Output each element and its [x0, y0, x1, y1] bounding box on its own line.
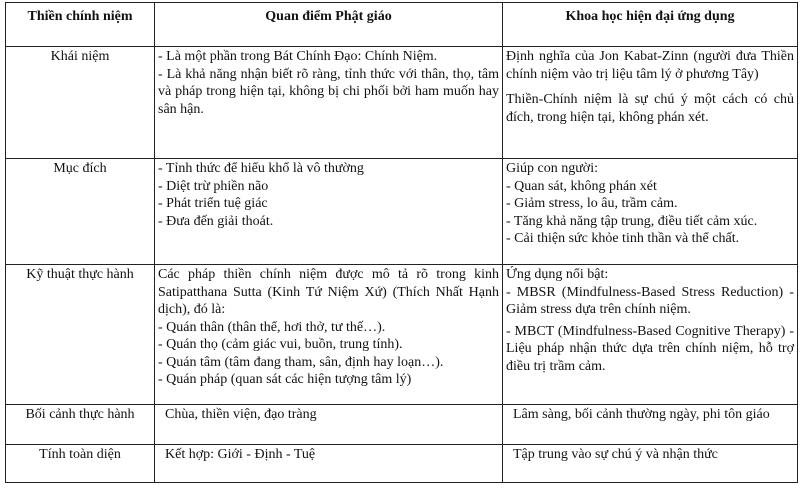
buddhist-cell: [155, 47, 503, 159]
cell-line: - Là khả năng nhận biết rõ ràng, tỉnh thức với thân, thọ, tâm và pháp trong hiện tại, không bị chi phối bởi ham muốn hay sân hận.: [158, 66, 499, 117]
cell-line: Kết hợp: Giới - Định - Tuệ: [158, 447, 316, 462]
cell-line: Chùa, thiền viện, đạo tràng: [158, 407, 317, 422]
table-header-row: [6, 3, 798, 47]
row-label: Mục đích: [6, 159, 155, 265]
cell-line: Giúp con người:: [506, 161, 598, 176]
cell-line: Thiền-Chính niệm là sự chú ý một cách có chủ đích, trong hiện tại, không phán xét.: [506, 92, 794, 125]
science-cell: [503, 159, 798, 265]
buddhist-cell: [155, 265, 503, 405]
cell-line: - Quan sát, không phán xét: [506, 178, 657, 194]
cell-line: Định nghĩa của Jon Kabat-Zinn (người đưa Thiền chính niệm vào trị liệu tâm lý ở phương Tây): [506, 49, 794, 82]
table-row: [6, 47, 798, 159]
cell-line: - Quán thân (thân thể, hơi thở, tư thế…).: [158, 319, 386, 335]
header-buddhist-view: Quan điểm Phật giáo: [155, 3, 503, 47]
science-cell: [503, 405, 798, 445]
buddhist-cell: [155, 445, 503, 483]
cell-line: - Giảm stress, lo âu, trầm cảm.: [506, 196, 678, 211]
cell-line: - Tăng khả năng tập trung, điều tiết cảm xúc.: [506, 213, 758, 229]
cell-line: - MBCT (Mindfulness-Based Cognitive Therapy) - Liệu pháp nhận thức dựa trên chính niệm, hỗ trợ điều trị trầm cảm.: [506, 323, 794, 374]
table-row: [6, 265, 798, 405]
cell-line: - Là một phần trong Bát Chính Đạo: Chính Niệm.: [158, 49, 438, 64]
row-label: Bối cảnh thực hành: [6, 405, 155, 445]
science-cell: [503, 445, 798, 483]
table-row: [6, 405, 798, 445]
cell-line: - Tỉnh thức để hiểu khổ là vô thường: [158, 161, 364, 176]
cell-line: - Quán tâm (tâm đang tham, sân, định hay loạn…).: [158, 354, 444, 370]
comparison-table: [5, 2, 798, 483]
row-label: Khái niệm: [6, 47, 155, 159]
cell-line: Các pháp thiền chính niệm được mô tả rõ trong kinh Satipatthana Sutta (Kinh Tứ Niệm Xứ) (Thích Nhất Hạnh dịch), đó là:: [158, 267, 499, 317]
table-row: [6, 445, 798, 483]
cell-line: - MBSR (Mindfulness-Based Stress Reduction) - Giảm stress dựa trên chính niệm.: [506, 284, 794, 317]
buddhist-cell: [155, 159, 503, 265]
cell-line: - Quán thọ (cảm giác vui, buồn, trung tính).: [158, 337, 403, 352]
science-cell: [503, 265, 798, 405]
cell-line: Ứng dụng nổi bật:: [506, 267, 609, 282]
cell-line: - Diệt trừ phiền não: [158, 178, 269, 194]
row-label: Kỹ thuật thực hành: [6, 265, 155, 405]
buddhist-cell: [155, 405, 503, 445]
table-row: [6, 159, 798, 265]
cell-line: - Quán pháp (quan sát các hiện tượng tâm lý): [158, 372, 412, 387]
cell-line: Tập trung vào sự chú ý và nhận thức: [506, 447, 718, 462]
cell-line: - Đưa đến giải thoát.: [158, 213, 274, 229]
header-modern-science: Khoa học hiện đại ứng dụng: [503, 3, 798, 47]
row-label: Tính toàn diện: [6, 445, 155, 483]
science-cell: [503, 47, 798, 159]
cell-line: - Phát triển tuệ giác: [158, 196, 268, 211]
cell-line: - Cải thiện sức khỏe tinh thần và thể chất.: [506, 231, 740, 246]
cell-line: Lâm sàng, bối cảnh thường ngày, phi tôn giáo: [506, 407, 770, 422]
header-mindfulness: Thiền chính niệm: [6, 3, 155, 47]
